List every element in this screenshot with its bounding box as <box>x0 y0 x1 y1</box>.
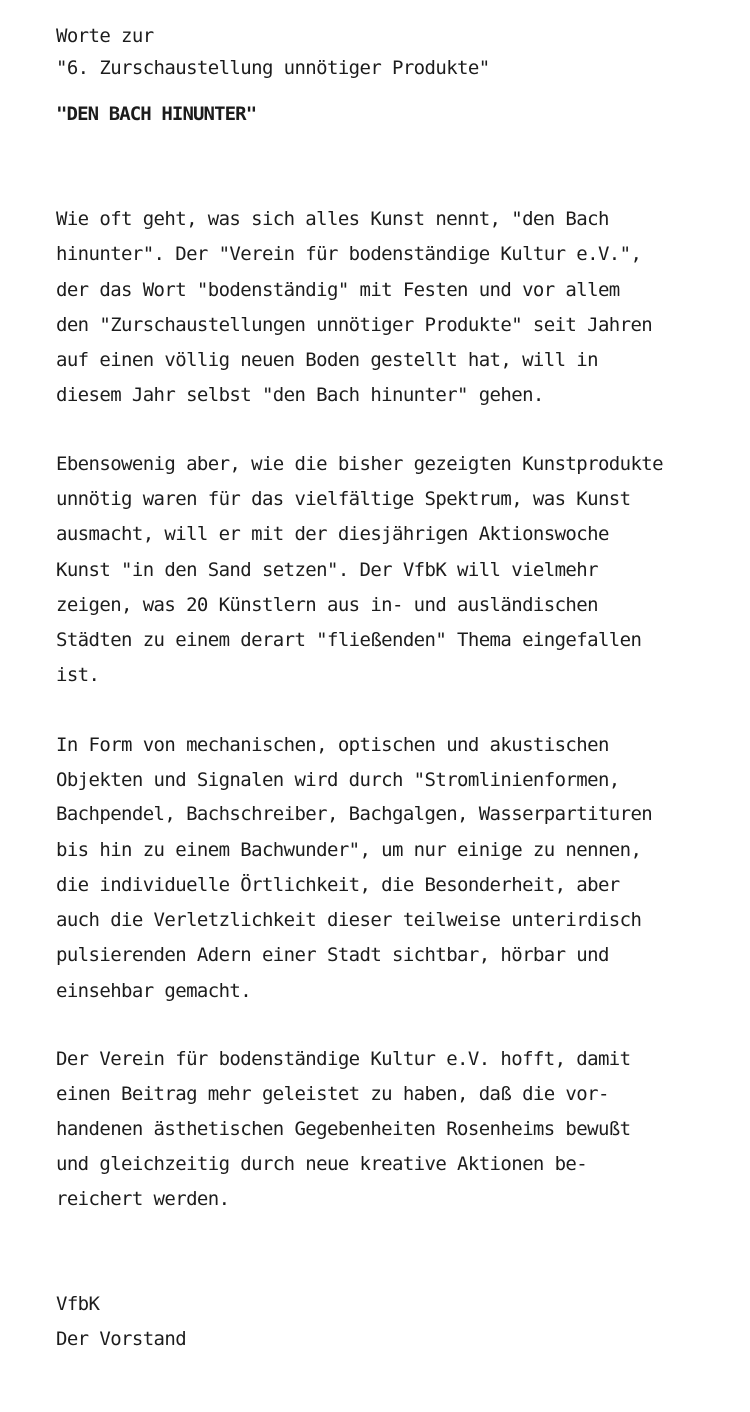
paragraph-2-line: unnötig waren für das vielfältige Spektrum, was Kunst <box>56 488 631 510</box>
paragraph-4-line: Der Verein für bodenständige Kultur e.V. hofft, damit <box>56 1048 631 1070</box>
paragraph-2-line: zeigen, was 20 Künstlern aus in- und ausländischen <box>56 594 598 616</box>
paragraph-2-line: ist. <box>56 664 100 686</box>
header-line-2: "6. Zurschaustellung unnötiger Produkte" <box>56 57 490 79</box>
paragraph-3-line: Objekten und Signalen wird durch "Stromlinienformen, <box>56 769 620 791</box>
signature-org: VfbK <box>56 1293 100 1315</box>
paragraph-1-line: den "Zurschaustellungen unnötiger Produkte" seit Jahren <box>56 314 653 336</box>
paragraph-2-line: Ebensowenig aber, wie die bisher gezeigten Kunstprodukte <box>56 453 663 475</box>
signature-role: Der Vorstand <box>56 1328 187 1350</box>
paragraph-4-line: reichert werden. <box>56 1188 230 1210</box>
paragraph-1-line: Wie oft geht, was sich alles Kunst nennt, "den Bach <box>56 208 609 230</box>
header-line-1: Worte zur <box>56 25 154 47</box>
paragraph-1-line: der das Wort "bodenständig" mit Festen und vor allem <box>56 279 620 301</box>
paragraph-4-line: einen Beitrag mehr geleistet zu haben, daß die vor- <box>56 1083 609 1105</box>
paragraph-3-line: einsehbar gemacht. <box>56 980 252 1002</box>
paragraph-2-line: Städten zu einem derart "fließenden" Thema eingefallen <box>56 629 642 651</box>
paragraph-2-line: ausmacht, will er mit der diesjährigen Aktionswoche <box>56 523 609 545</box>
paragraph-3-line: bis hin zu einem Bachwunder", um nur einige zu nennen, <box>56 839 642 861</box>
paragraph-4-line: handenen ästhetischen Gegebenheiten Rosenheims bewußt <box>56 1118 631 1140</box>
paragraph-3-line: Bachpendel, Bachschreiber, Bachgalgen, Wasserpartituren <box>56 803 653 825</box>
paragraph-3-line: pulsierenden Adern einer Stadt sichtbar, hörbar und <box>56 944 609 966</box>
paragraph-1-line: hinunter". Der "Verein für bodenständige Kultur e.V.", <box>56 243 642 265</box>
paragraph-4-line: und gleichzeitig durch neue kreative Aktionen be- <box>56 1153 588 1175</box>
paragraph-2-line: Kunst "in den Sand setzen". Der VfbK will vielmehr <box>56 559 598 581</box>
paragraph-3-line: die individuelle Örtlichkeit, die Besonderheit, aber <box>56 874 620 896</box>
paragraph-1-line: diesem Jahr selbst "den Bach hinunter" gehen. <box>56 384 544 406</box>
document-title: "DEN BACH HINUNTER" <box>56 103 257 125</box>
paragraph-3-line: auch die Verletzlichkeit dieser teilweise unterirdisch <box>56 909 642 931</box>
paragraph-1-line: auf einen völlig neuen Boden gestellt hat, will in <box>56 349 598 371</box>
paragraph-3-line: In Form von mechanischen, optischen und akustischen <box>56 734 609 756</box>
